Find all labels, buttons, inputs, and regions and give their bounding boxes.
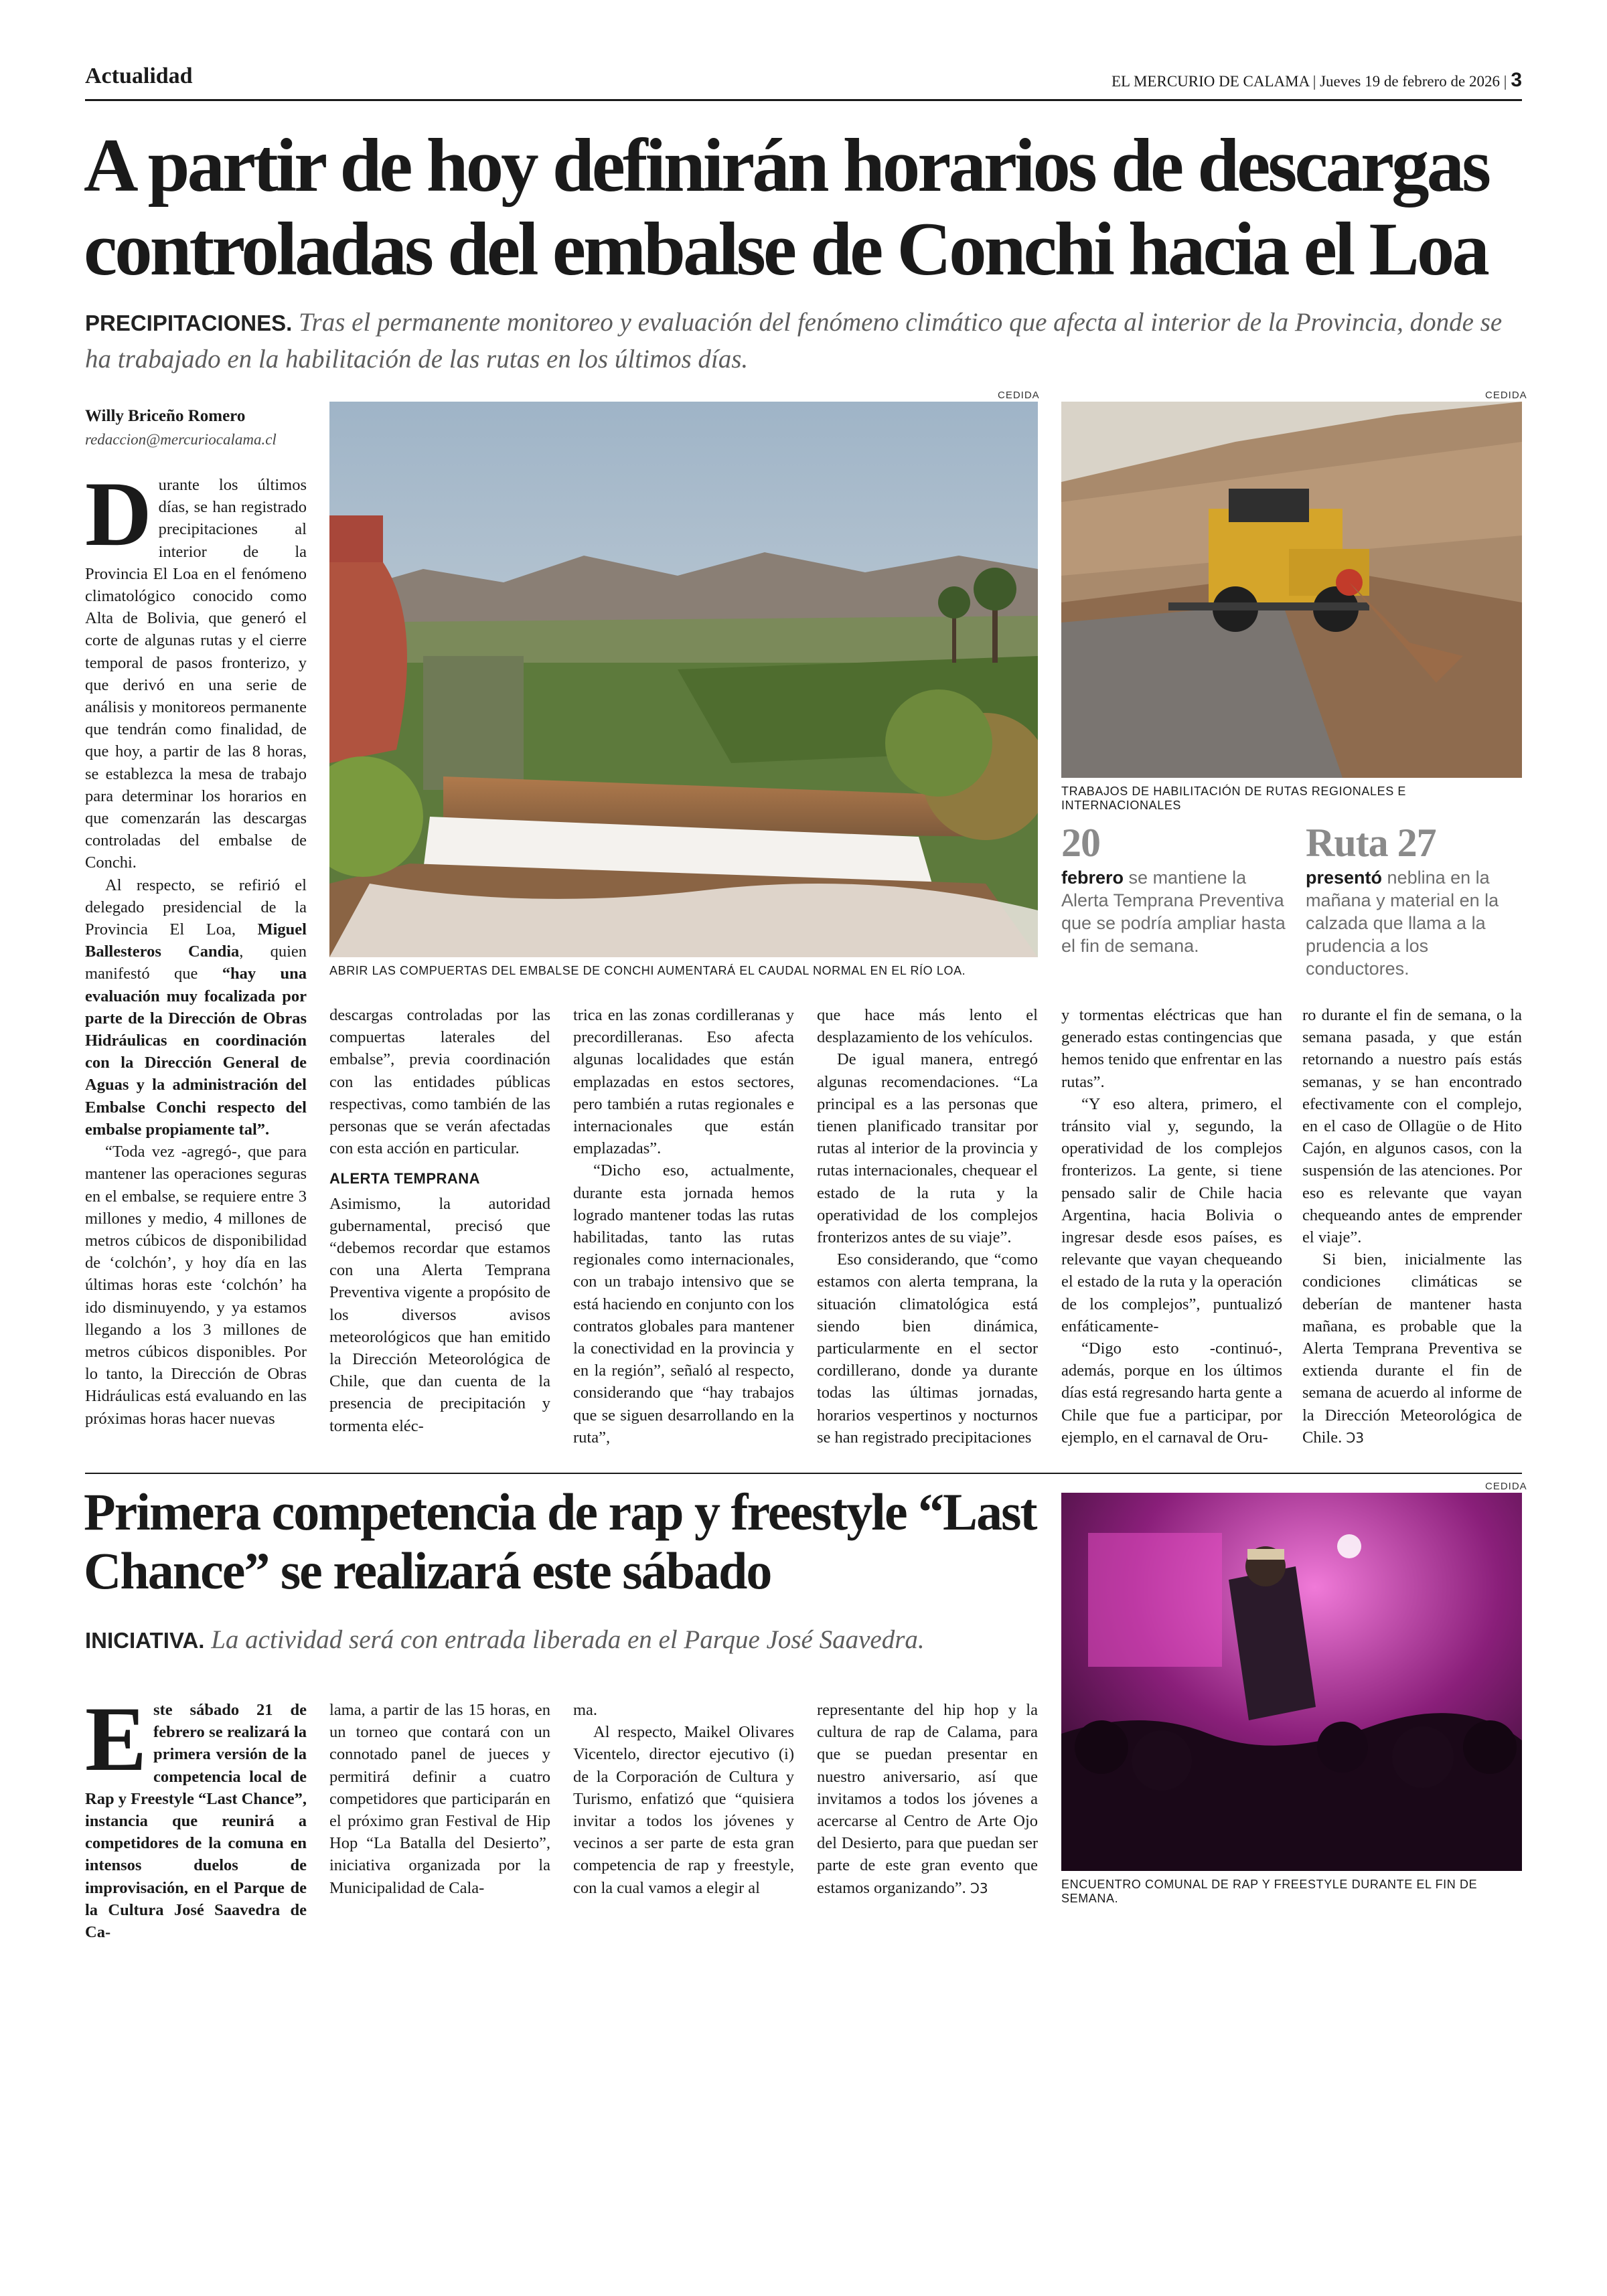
page-number: 3 <box>1511 69 1522 91</box>
header-rule <box>85 99 1522 101</box>
subheading: ALERTA TEMPRANA <box>329 1170 481 1187</box>
issue-date: Jueves 19 de febrero de 2026 <box>1320 73 1500 90</box>
section-label: Actualidad <box>85 64 193 88</box>
paragraph: Al respecto, Maikel Olivares Vicentelo, director ejecutivo (i) de la Corporación de Cultura y Turismo, enfatizó que “quisiera invitar a todos los jóvenes y vecinos a ser parte de esta gran competencia de rap y freestyle, con la cual vamos a elegir al <box>573 1723 794 1897</box>
fact-box-2 <box>1306 820 1522 980</box>
fact1-bold: febrero <box>1061 868 1124 888</box>
paragraph <box>85 1688 307 1943</box>
byline-email: redaccion@mercuriocalama.cl <box>85 431 277 448</box>
paragraph: “Y eso altera, primero, el tránsito vial y, segundo, la operatividad de los complejos fronterizos. La gente, si tiene pensado salir de Chile hacia Argentina, hacia Bolivia o ingresar desde esos países, es relevante que vayan chequeando el estado de la ruta y la operación de los complejos”, puntualizó enfáticamente- <box>1061 1094 1282 1335</box>
drop-cap: E <box>85 1688 147 1790</box>
paragraph <box>85 874 307 1141</box>
fact1-text <box>1061 866 1289 957</box>
fact-box-1 <box>1061 820 1289 957</box>
fact1-body: se mantiene la Alerta Temprana Preventiva que se podría ampliar hasta el fin de semana. <box>1061 868 1286 956</box>
fact2-text <box>1306 866 1522 980</box>
paragraph-text: Si bien, inicialmente las condiciones climáticas se deberían de mantener hasta mañana, es probable que la Alerta Temprana Preventiva se extienda durante el fin de semana de acuerdo al informe de la Dirección Meteorológica de Chile. <box>1302 1250 1522 1447</box>
paragraph: “Digo esto -continuó-, además, porque en los últimos días está regresando harta gente a Chile que fue a participar, por ejemplo, en el carnaval de Oru- <box>1061 1339 1282 1447</box>
article1-lead <box>85 305 1525 378</box>
dam-river-photo <box>329 402 1038 957</box>
article2-column-1 <box>85 1688 307 1943</box>
photo3-credit: CEDIDA <box>1485 1481 1527 1492</box>
paragraph: ma. <box>573 1701 598 1719</box>
paragraph-text: Al respecto, se refirió el delegado presidencial de la Provincia El Loa, <box>85 876 307 939</box>
article1-column-5 <box>1061 1004 1282 1449</box>
paragraph: “Toda vez -agregó-, que para mantener las operaciones seguras en el embalse, se requiere entre 3 millones y medio, 4 millones de metros cúbicos de disponibilidad de ‘colchón’, y hoy día en las últimas horas este ‘colchón’ ha ido disminuyendo, y ya estamos llegando a los 3 millones de metros cúbicos disponibles. Por lo tanto, la Dirección de Obras Hidráulicas está evaluando en las próximas horas hacer nuevas <box>85 1143 307 1428</box>
masthead-separator: | <box>1503 73 1507 90</box>
article1-column-3 <box>573 1004 794 1449</box>
paragraph <box>817 1699 1038 1900</box>
paragraph: De igual manera, entregó algunas recomendaciones. “La principal es a las personas que tienen planificado transitar por rutas al interior de la provincia y rutas internacionales, chequear el estado de la ruta y la operatividad de los complejos fronterizos antes de su viaje”. <box>817 1050 1038 1247</box>
fact2-number: Ruta 27 <box>1306 821 1436 865</box>
paragraph: Asimismo, la autoridad gubernamental, precisó que “debemos recordar que estamos con una Alerta Temprana Preventiva vigente a propósito de los diversos avisos meteorológicos que han emitido la Dirección Meteorológica de Chile, que dan cuenta de la presencia de precipitación y tormenta eléc- <box>329 1194 550 1435</box>
byline-author: Willy Briceño Romero <box>85 407 246 425</box>
paragraph: descargas controladas por las compuertas laterales del embalse”, previa coordinación con las entidades públicas respectivas, como también de las personas que se verán afectadas con esta acción en particular. <box>329 1006 550 1158</box>
article2-column-3 <box>573 1699 794 1899</box>
drop-cap: D <box>85 463 152 565</box>
masthead <box>1112 69 1522 92</box>
article1-kicker: PRECIPITACIONES. <box>85 311 293 335</box>
article2-headline: Primera competencia de rap y freestyle “Last Chance” se realizará este sábado <box>84 1483 1037 1600</box>
newspaper-name: EL MERCURIO DE CALAMA <box>1111 73 1309 90</box>
paragraph-bold: ste sábado 21 de febrero se realizará la primera versión de la competencia local de Rap y Freestyle “Last Chance”, instancia que reunirá a competidores de la comuna en intensos duelos de improvisación, en el Parque de la Cultura José Saavedra de Ca- <box>85 1701 307 1942</box>
paragraph: lama, a partir de las 15 horas, en un torneo que contará con un connotado panel de jueces y permitirá definir a cuatro competidores que participarán en el próximo gran Festival de Hip Hop “La Batalla del Desierto”, iniciativa organizada por la Municipalidad de Cala- <box>329 1701 550 1897</box>
paragraph <box>85 463 307 874</box>
photo1-caption: ABRIR LAS COMPUERTAS DEL EMBALSE DE CONCHI AUMENTARÁ EL CAUDAL NORMAL EN EL RÍO LOA. <box>329 964 966 977</box>
paragraph-text: urante los últimos días, se han registrado precipitaciones al interior de la Provincia El Loa en el fenómeno climatológico conocido como Alta de Bolivia, que generó el corte de algunas rutas y el cierre temporal de pasos fronterizo, y que derivó en una serie de análisis y monitoreos permanente que tendrán como finalidad, de que hoy, a partir de las 8 horas, se establezca la mesa de trabajo para determinar los horarios en que comenzarán las descargas controladas del embalse de Conchi. <box>85 476 307 872</box>
paragraph-bold: Miguel Ballesteros Candia <box>85 920 307 961</box>
fact2-body: neblina en la mañana y material en la calzada que llama a la prudencia a los conductores. <box>1306 868 1499 979</box>
article2-lead-text: La actividad será con entrada liberada en el Parque José Saavedra. <box>211 1625 925 1654</box>
rap-event-photo <box>1061 1493 1522 1871</box>
dam-river-illustration <box>329 402 1038 957</box>
fact1-number: 20 <box>1061 821 1100 865</box>
end-mark-icon: Ↄ3 <box>970 1880 988 1896</box>
paragraph-text: , quien manifestó que <box>85 942 307 983</box>
fact2-bold: presentó <box>1306 868 1383 888</box>
paragraph-bold: “hay una evaluación muy focalizada por parte de la Dirección de Obras Hidráulicas en coordinación con la Dirección General de Aguas y la administración del Embalse Conchi respecto del embalse propiamente tal”. <box>85 965 307 1139</box>
paragraph-text: representante del hip hop y la cultura de rap de Calama, para que se puedan presentar en nuestro aniversario, así que invitamos a todos los jóvenes a acercarse al Centro de Arte Ojo del Desierto, para que puedan ser parte de este gran evento que estamos organizando”. <box>817 1701 1038 1897</box>
paragraph: Eso considerando, que “como estamos con alerta temprana, la situación climatológica está siendo bien dinámica, particularmente en el sector cordillerano, donde ya durante todas las últimas jornadas, horarios vespertinos y nocturnos se han registrado precipitaciones <box>817 1250 1038 1447</box>
article2-lead <box>85 1623 1056 1657</box>
article1-column-1 <box>85 463 307 1430</box>
article2-column-4 <box>817 1699 1038 1900</box>
photo2-credit: CEDIDA <box>1485 390 1527 401</box>
paragraph: trica en las zonas cordilleranas y precordilleranas. Eso afecta algunas localidades que están emplazadas en estos sectores, pero también a rutas regionales e internacionales que están emplazadas”. <box>573 1006 794 1158</box>
article1-column-2 <box>329 1004 550 1437</box>
paragraph: “Dicho eso, actualmente, durante esta jornada hemos logrado mantener todas las rutas habilitadas, tanto las rutas regionales como internacionales, con un trabajo intensivo que se está haciendo en conjunto con los contratos globales para mantener la conectividad en la provincia y en la región”, señaló al respecto, considerando que “hay trabajos que se siguen desarrollando en la ruta”, <box>573 1161 794 1447</box>
paragraph: ro durante el fin de semana, o la semana pasada, y que están retornando a nuestro país estás semanas, y se han encontrado efectivamente con el complejo, en el caso de Ollagüe o de Hito Cajón, en algunos casos, con la suspensión de las atenciones. Por eso es relevante que vayan chequeando antes de emprender el viaje”. <box>1302 1006 1522 1247</box>
article1-headline: A partir de hoy definirán horarios de descargas controladas del embalse de Conchi hacia el Loa <box>84 124 1489 291</box>
photo2-caption: TRABAJOS DE HABILITACIÓN DE RUTAS REGIONALES E INTERNACIONALES <box>1061 785 1407 812</box>
end-mark-icon: Ↄ3 <box>1346 1429 1365 1446</box>
road-works-photo <box>1061 402 1522 778</box>
article1-lead-text: Tras el permanente monitoreo y evaluación del fenómeno climático que afecta al interior de la Provincia, donde se ha trabajado en la habilitación de las rutas en los últimos días. <box>85 308 1503 374</box>
paragraph: que hace más lento el desplazamiento de los vehículos. <box>817 1006 1038 1047</box>
photo3-caption: ENCUENTRO COMUNAL DE RAP Y FREESTYLE DURANTE EL FIN DE SEMANA. <box>1061 1878 1478 1905</box>
article2-column-2 <box>329 1699 550 1899</box>
section-divider <box>85 1473 1522 1474</box>
grader-illustration <box>1061 402 1522 778</box>
rap-stage-illustration <box>1061 1493 1522 1871</box>
photo1-credit: CEDIDA <box>998 390 1040 401</box>
masthead-separator: | <box>1312 73 1320 90</box>
article2-kicker: INICIATIVA. <box>85 1628 205 1653</box>
article1-column-6 <box>1302 1004 1522 1449</box>
paragraph: y tormentas eléctricas que han generado estas contingencias que hemos tenido que enfrentar en las rutas”. <box>1061 1006 1282 1091</box>
paragraph <box>1302 1248 1522 1449</box>
article1-column-4 <box>817 1004 1038 1449</box>
